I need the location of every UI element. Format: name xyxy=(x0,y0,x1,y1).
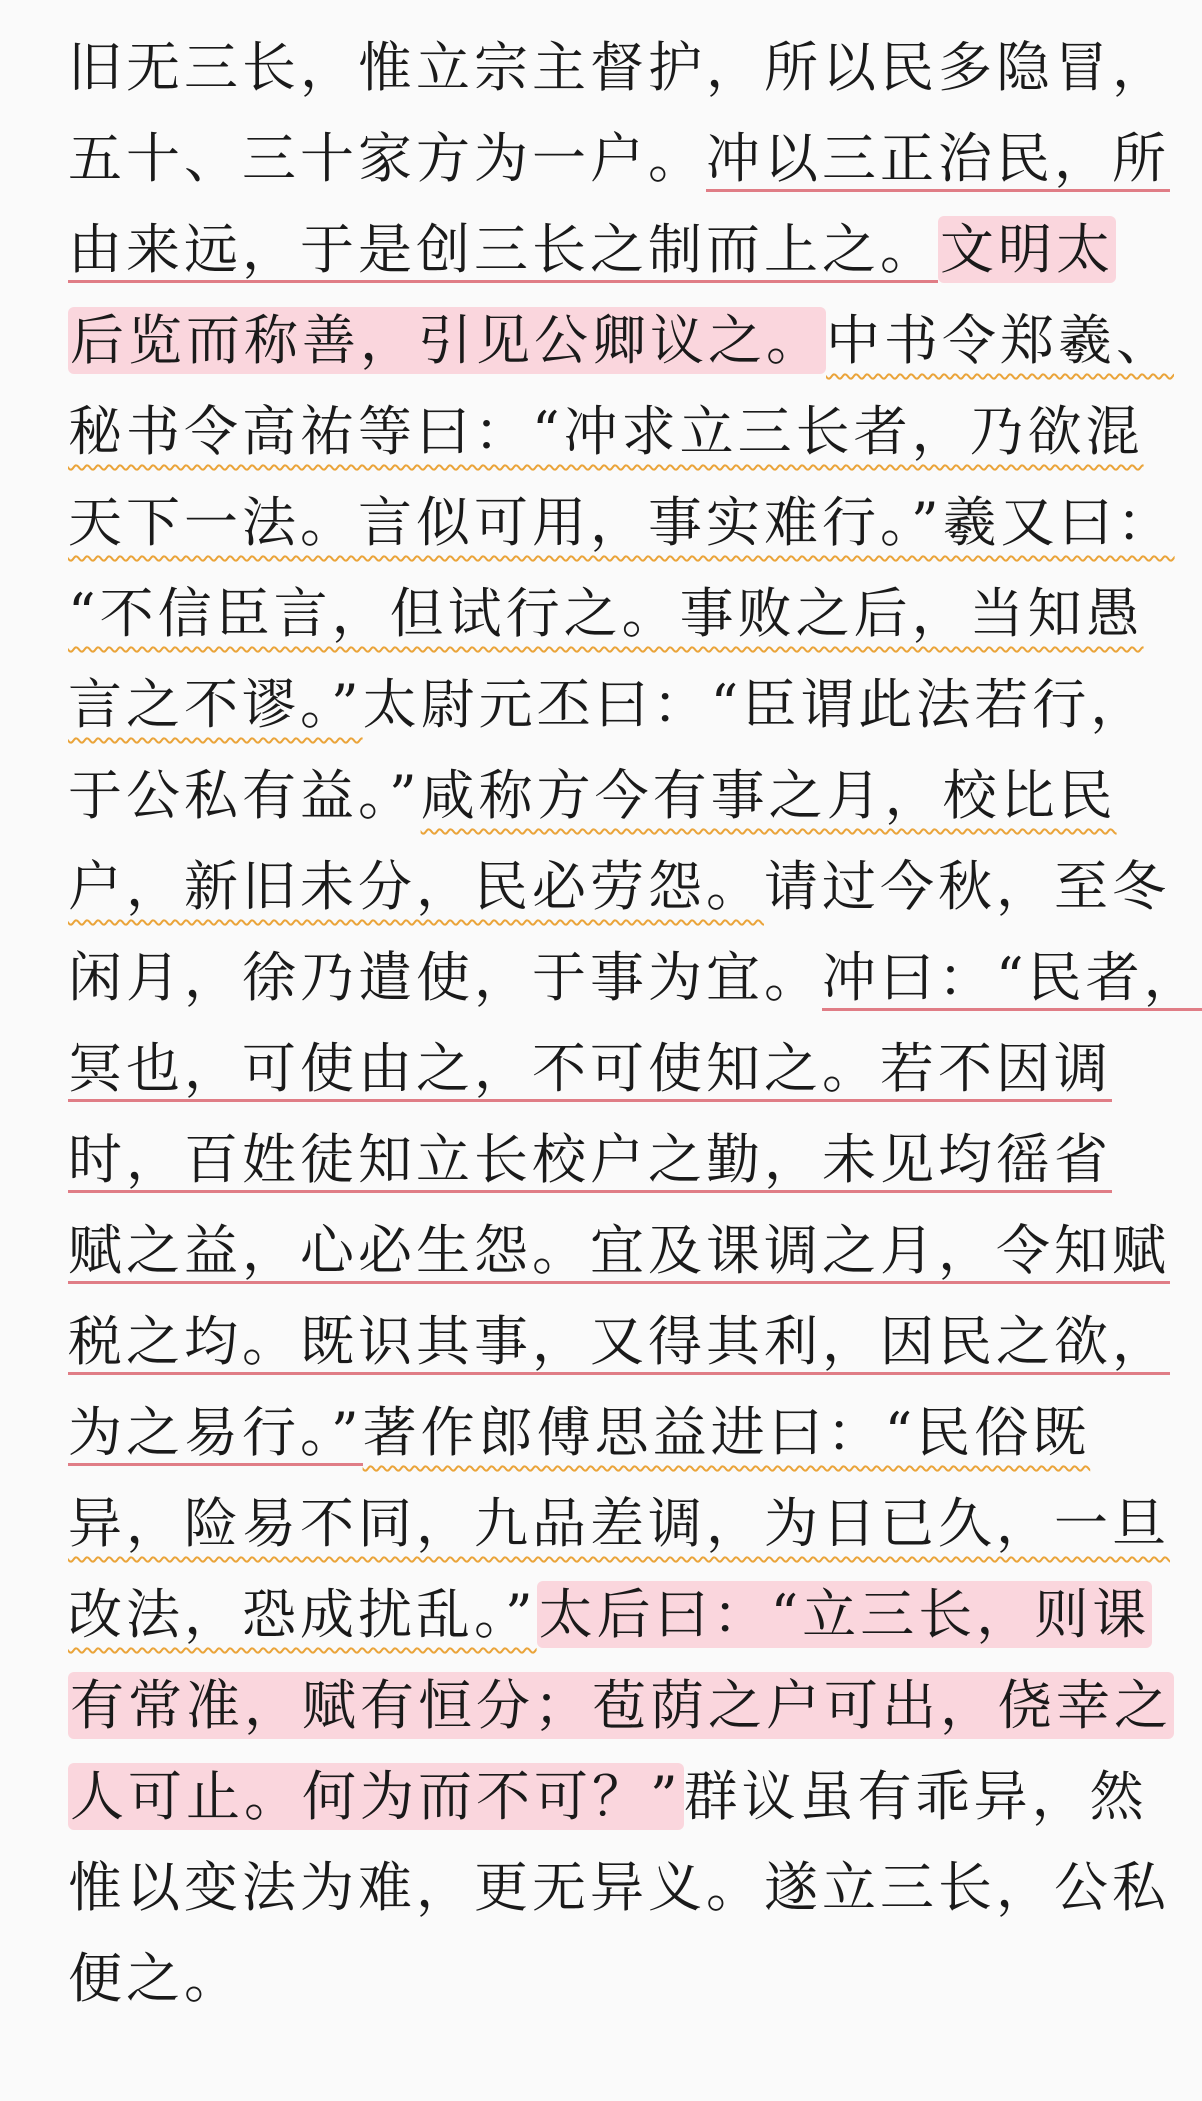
wavy-underlined-text: 咸称方今有事之月，校比民 xyxy=(420,764,1117,827)
red-underlined-text: 冲以三正治民，所 xyxy=(706,127,1170,190)
text-line xyxy=(68,22,1170,113)
text-line xyxy=(68,113,1170,204)
text-line xyxy=(68,1569,1151,1660)
red-underlined-text: 赋之益，心必生怨。宜及课调之月，令知赋 xyxy=(68,1219,1170,1282)
text-line xyxy=(68,750,1117,841)
wavy-underlined-text: “不信臣言，但试行之。事败之后，当知愚 xyxy=(68,582,1144,645)
text-line xyxy=(68,932,1202,1023)
red-underlined-text: 由来远，于是创三长之制而上之。 xyxy=(68,218,938,281)
plain-text: 群议虽有乖异，然 xyxy=(683,1765,1148,1828)
red-underlined-text: 税之均。既识其事，又得其利，因民之欲， xyxy=(68,1310,1170,1373)
pink-highlighted-text: 有常准，赋有恒分；苞荫之户可出，侥幸之 xyxy=(70,1674,1172,1737)
wavy-underlined-text: 秘书令高祐等曰：“冲求立三长者，乃欲混 xyxy=(68,400,1144,463)
wavy-underlined-text: 言之不谬。” xyxy=(68,673,363,736)
text-line xyxy=(68,1751,1148,1842)
wavy-underlined-text: 异，险易不同，九品差调，为日已久，一旦 xyxy=(68,1492,1170,1555)
red-underlined-text: 为之易行。” xyxy=(68,1401,363,1464)
plain-text: 五十、三十家方为一户。 xyxy=(68,127,706,190)
pink-highlighted-text: 太后曰：“立三长，则课 xyxy=(538,1583,1151,1646)
text-line xyxy=(68,1205,1170,1296)
text-line xyxy=(68,1933,1018,2024)
red-underlined-text: 时，百姓徒知立长校户之勤，未见均徭省 xyxy=(68,1128,1112,1191)
pink-highlighted-text: 文明太 xyxy=(940,218,1114,281)
wavy-underlined-text: 户，新旧未分，民必劳怨。 xyxy=(68,855,764,918)
text-line xyxy=(68,1478,1170,1569)
text-line xyxy=(68,295,1174,386)
text-line xyxy=(68,568,1144,659)
plain-text: 太尉元丕曰：“臣谓此法若行， xyxy=(362,673,1149,736)
text-line xyxy=(68,1387,1091,1478)
red-underlined-text: 冥也，可使由之，不可使知之。若不因调 xyxy=(68,1037,1112,1100)
wavy-underlined-text: 中书令郑羲、 xyxy=(826,309,1174,372)
text-line xyxy=(68,477,1175,568)
text-line xyxy=(68,386,1144,477)
text-line xyxy=(68,659,1149,750)
plain-text: 便之。 xyxy=(68,1947,242,2010)
wavy-underlined-text: 天下一法。言似可用，事实难行。”羲又曰： xyxy=(68,491,1175,554)
text-line xyxy=(68,204,1114,295)
text-line xyxy=(68,1023,1112,1114)
plain-text: 于公私有益。” xyxy=(68,764,421,827)
wavy-underlined-text: 著作郎傅思益进曰：“民俗既 xyxy=(362,1401,1091,1464)
text-line xyxy=(68,1296,1170,1387)
plain-text: 旧无三长，惟立宗主督护，所以民多隐冒， xyxy=(68,36,1170,99)
text-line xyxy=(68,1842,1170,1933)
text-line xyxy=(68,1660,1172,1751)
red-underlined-text: 冲曰：“民者， xyxy=(822,946,1202,1009)
wavy-underlined-text: 改法，恐成扰乱。” xyxy=(68,1583,537,1646)
pink-highlighted-text: 人可止。何为而不可？” xyxy=(70,1765,682,1828)
plain-text: 闲月，徐乃遣使，于事为宜。 xyxy=(68,946,822,1009)
plain-text: 请过今秋，至冬 xyxy=(764,855,1170,918)
text-line xyxy=(68,841,1170,932)
text-line xyxy=(68,1114,1112,1205)
plain-text: 惟以变法为难，更无异义。遂立三长，公私 xyxy=(68,1856,1170,1919)
pink-highlighted-text: 后览而称善，引见公卿议之。 xyxy=(70,309,824,372)
text-body xyxy=(68,22,1202,2024)
